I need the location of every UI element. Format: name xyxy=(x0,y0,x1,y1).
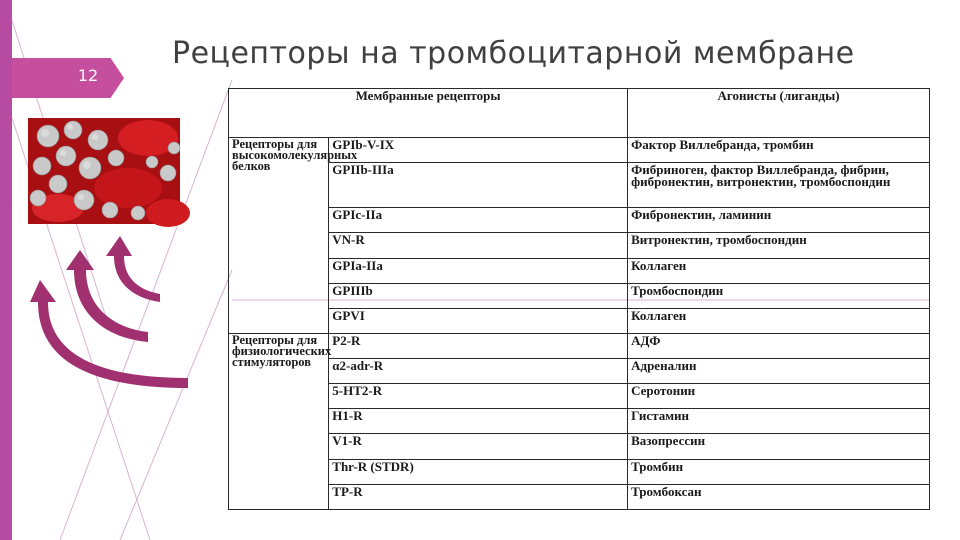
agonist-cell: Фибронектин, ламинин xyxy=(628,208,930,233)
receptor-cell: GPIIIb xyxy=(329,283,628,308)
table-row xyxy=(229,484,930,509)
slide-number-tab xyxy=(12,58,124,98)
agonist-cell: Витронектин, тромбоспондин xyxy=(628,233,930,258)
group-label-proteins: Рецепторы для высокомолекулярных белков xyxy=(229,138,329,334)
receptor-cell: GPIb-V-IX xyxy=(329,138,628,163)
table-row xyxy=(229,434,930,459)
table-row xyxy=(229,384,930,409)
agonist-cell: Коллаген xyxy=(628,258,930,283)
agonist-cell: Серотонин xyxy=(628,384,930,409)
receptor-cell: TP-R xyxy=(329,484,628,509)
table-row xyxy=(229,208,930,233)
platelets-illustration-icon xyxy=(28,118,180,224)
receptor-cell: H1-R xyxy=(329,409,628,434)
header-receptors: Мембранные рецепторы xyxy=(229,89,628,138)
table-row xyxy=(229,163,930,208)
receptor-cell: VN-R xyxy=(329,233,628,258)
agonist-cell: Вазопрессин xyxy=(628,434,930,459)
receptor-cell: P2-R xyxy=(329,333,628,358)
left-accent-bar xyxy=(0,0,12,540)
table-row xyxy=(229,308,930,333)
receptors-table xyxy=(228,88,930,510)
receptor-cell: 5-HT2-R xyxy=(329,384,628,409)
curved-arrows-icon xyxy=(28,228,218,388)
table-row xyxy=(229,459,930,484)
slide-number: 12 xyxy=(77,66,99,85)
platelets-photo xyxy=(28,118,180,224)
agonist-cell: Тромбоксан xyxy=(628,484,930,509)
agonist-cell: Гистамин xyxy=(628,409,930,434)
agonist-cell: Тромбин xyxy=(628,459,930,484)
receptor-cell: Thr-R (STDR) xyxy=(329,459,628,484)
agonist-cell: АДФ xyxy=(628,333,930,358)
table-row xyxy=(229,359,930,384)
receptor-cell: GPIIb-IIIa xyxy=(329,163,628,208)
table-row xyxy=(229,333,930,358)
agonist-cell: Фактор Виллебранда, тромбин xyxy=(628,138,930,163)
agonist-cell: Тромбоспондин xyxy=(628,283,930,308)
receptor-cell: GPIc-IIa xyxy=(329,208,628,233)
group-label-stimulators: Рецепторы для физиологических стимуляторов xyxy=(229,333,329,509)
receptor-cell: V1-R xyxy=(329,434,628,459)
slide-title: Рецепторы на тромбоцитарной мембране xyxy=(172,36,855,71)
table-header-row xyxy=(229,89,930,138)
receptor-cell: α2-adr-R xyxy=(329,359,628,384)
table-row xyxy=(229,283,930,308)
receptor-cell: GPIa-IIa xyxy=(329,258,628,283)
receptor-cell: GPVI xyxy=(329,308,628,333)
table-row xyxy=(229,138,930,163)
table-row xyxy=(229,409,930,434)
agonist-cell: Коллаген xyxy=(628,308,930,333)
table-row xyxy=(229,258,930,283)
agonist-cell: Адреналин xyxy=(628,359,930,384)
header-agonists: Агонисты (лиганды) xyxy=(628,89,930,138)
agonist-cell: Фибриноген, фактор Виллебранда, фибрин, фибронектин, витронектин, тромбоспондин xyxy=(628,163,930,208)
table-row xyxy=(229,233,930,258)
